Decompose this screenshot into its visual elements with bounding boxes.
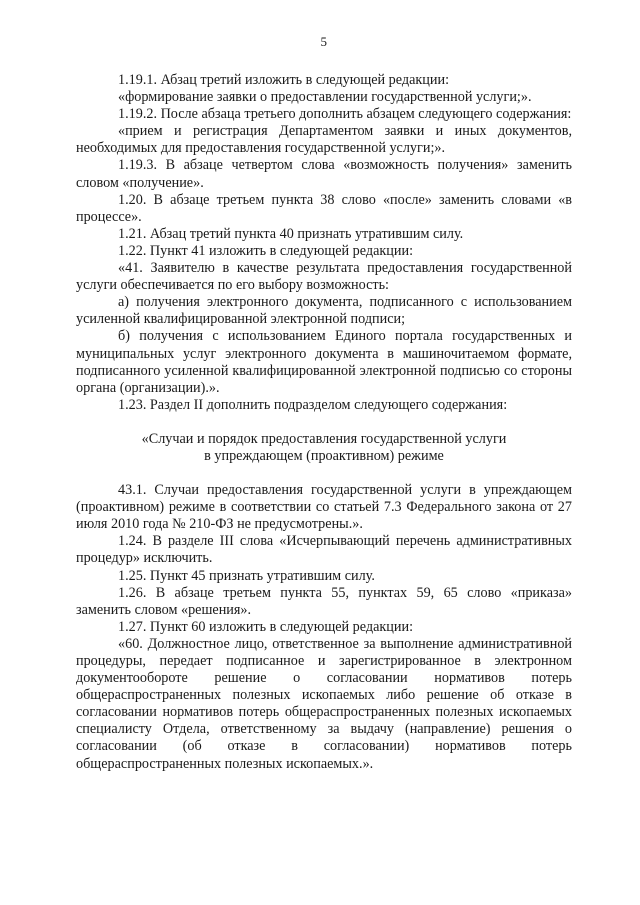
paragraph-41: «41. Заявителю в качестве результата предоставления государственной услуги обеспечивается по его выбору возможность:	[76, 260, 572, 294]
amendments-block-a	[76, 72, 572, 414]
paragraph-41-a: а) получения электронного документа, подписанного с использованием усиленной квалифицированной электронной подписи;	[76, 294, 572, 328]
paragraph-quote-formirovanie: «формирование заявки о предоставлении государственной услуги;».	[118, 89, 532, 106]
paragraph-1-24: 1.24. В разделе III слова «Исчерпывающий перечень административных процедур» исключить.	[76, 533, 572, 567]
paragraph-41-b: б) получения с использованием Единого портала государственных и муниципальных услуг электронного документа в машиночитаемом формате, подписанного усиленной квалифицированной электронной подписью со стороны органа (организации).».	[76, 328, 572, 396]
subsection-title-line-2: в упреждающем (проактивном) режиме	[204, 447, 444, 464]
paragraph-1-19-2: 1.19.2. После абзаца третьего дополнить абзацем следующего содержания:	[118, 106, 572, 123]
amendments-block-b	[76, 482, 572, 773]
paragraph-1-19-3: 1.19.3. В абзаце четвертом слова «возможность получения» заменить словом «получение».	[76, 157, 572, 191]
paragraph-60: «60. Должностное лицо, ответственное за выполнение административной процедуры, передает подписанное и зарегистрированное в электронном документообороте решение о согласовании нормативов потерь общераспространенных полезных ископаемых либо решение об отказе в согласовании нормативов потерь общераспространенных полезных ископаемых специалисту Отдела, ответственному за выдачу (направление) решения о согласовании (об отказе в согласовании) нормативов потерь общераспространенных полезных ископаемых.».	[76, 635, 572, 772]
paragraph-1-21: 1.21. Абзац третий пункта 40 признать утратившим силу.	[118, 225, 464, 242]
subsection-title-line-1: «Случаи и порядок предоставления государственной услуги	[141, 430, 507, 447]
page-number: 5	[320, 34, 328, 49]
paragraph-1-20: 1.20. В абзаце третьем пункта 38 слово «после» заменить словами «в процессе».	[76, 191, 572, 225]
paragraph-1-27: 1.27. Пункт 60 изложить в следующей редакции:	[118, 618, 414, 635]
paragraph-1-19-1: 1.19.1. Абзац третий изложить в следующей редакции:	[118, 72, 450, 88]
paragraph-quote-priem: «прием и регистрация Департаментом заявки и иных документов, необходимых для предоставления государственной услуги;».	[76, 123, 572, 157]
paragraph-1-22: 1.22. Пункт 41 изложить в следующей редакции:	[118, 242, 414, 259]
paragraph-1-26: 1.26. В абзаце третьем пункта 55, пунктах 59, 65 слово «приказа» заменить словом «решения».	[76, 584, 572, 618]
paragraph-1-23: 1.23. Раздел II дополнить подразделом следующего содержания:	[118, 396, 508, 413]
paragraph-1-25: 1.25. Пункт 45 признать утратившим силу.	[118, 567, 375, 584]
paragraph-43-1: 43.1. Случаи предоставления государственной услуги в упреждающем (проактивном) режиме в соответствии со статьей 7.3 Федерального закона от 27 июля 2010 года № 210-ФЗ не предусмотрены.».	[76, 482, 572, 533]
subsection-title	[76, 431, 572, 465]
